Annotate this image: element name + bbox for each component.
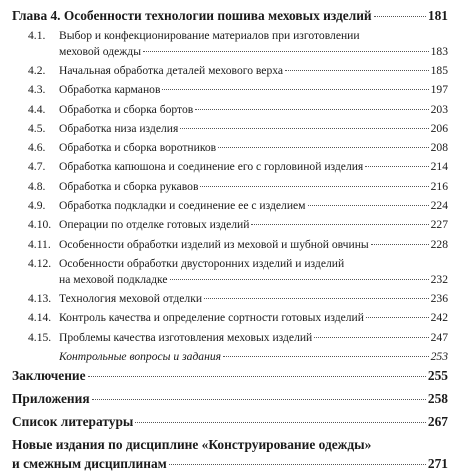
new-editions-title-line2: и смежным дисциплинам bbox=[12, 455, 167, 471]
leader-dots bbox=[204, 298, 429, 299]
leader-dots bbox=[92, 399, 426, 400]
leader-dots bbox=[143, 51, 429, 52]
page-number: 214 bbox=[430, 160, 448, 174]
toc-control-questions[interactable] bbox=[12, 350, 448, 368]
section-number: 4.13. bbox=[28, 291, 52, 305]
leader-dots bbox=[218, 147, 428, 148]
appendices-title: Приложения bbox=[12, 390, 90, 406]
toc-section-4-2[interactable] bbox=[12, 64, 448, 83]
toc-new-editions[interactable] bbox=[12, 437, 448, 476]
page-number: 224 bbox=[430, 199, 448, 213]
section-number: 4.6. bbox=[28, 141, 46, 155]
section-number: 4.2. bbox=[28, 64, 46, 77]
section-title-line2: меховой одежды bbox=[59, 45, 141, 58]
section-title: Обработка капюшона и соединение его с горловиной изделия bbox=[59, 160, 364, 174]
section-number: 4.12. bbox=[28, 256, 52, 270]
leader-dots bbox=[170, 279, 429, 280]
toc-section-4-13[interactable] bbox=[12, 292, 448, 311]
toc-section-4-7[interactable] bbox=[12, 160, 448, 179]
toc-section-4-5[interactable] bbox=[12, 122, 448, 141]
page-number: 242 bbox=[430, 311, 448, 325]
page-number: 247 bbox=[430, 330, 448, 344]
toc-section-4-4[interactable] bbox=[12, 103, 448, 122]
page-number: 271 bbox=[427, 455, 448, 471]
section-title: Проблемы качества изготовления меховых изделий bbox=[59, 330, 313, 344]
page-number: 267 bbox=[427, 413, 448, 429]
section-number: 4.4. bbox=[28, 102, 46, 116]
toc-section-4-8[interactable] bbox=[12, 180, 448, 199]
leader-dots bbox=[162, 89, 428, 90]
section-title: Особенности обработки изделий из меховой и шубной овчины bbox=[59, 237, 369, 251]
toc-section-4-10[interactable] bbox=[12, 218, 448, 237]
page-number: 232 bbox=[430, 272, 448, 286]
page-number: 236 bbox=[430, 291, 448, 305]
leader-dots bbox=[314, 337, 428, 338]
leader-dots bbox=[365, 166, 428, 167]
leader-dots bbox=[374, 16, 426, 17]
questions-title: Контрольные вопросы и задания bbox=[59, 349, 222, 363]
toc-references[interactable] bbox=[12, 414, 448, 437]
section-number: 4.5. bbox=[28, 121, 46, 135]
toc-appendices[interactable] bbox=[12, 391, 448, 414]
section-number: 4.9. bbox=[28, 199, 46, 213]
page-number: 181 bbox=[427, 8, 448, 23]
page-number: 208 bbox=[430, 141, 448, 155]
toc-chapter-4[interactable] bbox=[12, 8, 448, 29]
chapter-title: Глава 4. Особенности технологии пошива меховых изделий bbox=[12, 8, 372, 23]
section-title-line2: на меховой подкладке bbox=[59, 272, 168, 286]
page-number: 203 bbox=[430, 102, 448, 116]
leader-dots bbox=[285, 70, 429, 71]
toc-section-4-12[interactable] bbox=[12, 257, 448, 292]
leader-dots bbox=[195, 109, 428, 110]
section-number: 4.10. bbox=[28, 218, 52, 232]
section-number: 4.3. bbox=[28, 83, 46, 97]
section-title: Технология меховой отделки bbox=[59, 291, 203, 305]
page-number: 258 bbox=[427, 390, 448, 406]
toc-section-4-1[interactable] bbox=[12, 29, 448, 64]
section-title: Операции по отделке готовых изделий bbox=[59, 218, 250, 232]
leader-dots bbox=[308, 205, 429, 206]
page-number: 227 bbox=[430, 218, 448, 232]
toc-section-4-3[interactable] bbox=[12, 83, 448, 102]
page-number: 228 bbox=[430, 237, 448, 251]
section-number: 4.8. bbox=[28, 179, 46, 193]
page-number: 197 bbox=[430, 83, 448, 97]
section-number: 4.14. bbox=[28, 311, 52, 325]
leader-dots bbox=[251, 224, 428, 225]
page-number: 183 bbox=[430, 45, 448, 58]
page-number: 253 bbox=[430, 349, 448, 363]
toc-section-4-11[interactable] bbox=[12, 238, 448, 257]
page-number: 216 bbox=[430, 179, 448, 193]
toc-section-4-6[interactable] bbox=[12, 141, 448, 160]
toc-section-4-9[interactable] bbox=[12, 199, 448, 218]
leader-dots bbox=[88, 376, 426, 377]
page-number: 255 bbox=[427, 367, 448, 383]
section-title-line1: Выбор и конфекционирование материалов при изготовлении bbox=[59, 29, 360, 42]
section-title: Обработка и сборка рукавов bbox=[59, 179, 199, 193]
section-number: 4.15. bbox=[28, 330, 52, 344]
section-title: Контроль качества и определение сортности готовых изделий bbox=[59, 311, 364, 325]
section-number: 4.7. bbox=[28, 160, 46, 174]
new-editions-title-line1: Новые издания по дисциплине «Конструирование одежды» bbox=[12, 436, 372, 452]
leader-dots bbox=[223, 356, 429, 357]
page-number: 185 bbox=[430, 64, 448, 77]
leader-dots bbox=[135, 422, 426, 423]
section-title-line1: Особенности обработки двусторонних изделий и изделий bbox=[59, 256, 345, 270]
toc-section-4-15[interactable] bbox=[12, 331, 448, 350]
section-title: Обработка низа изделия bbox=[59, 121, 179, 135]
section-title: Начальная обработка деталей мехового верха bbox=[59, 64, 284, 77]
leader-dots bbox=[169, 464, 426, 465]
section-number: 4.11. bbox=[28, 237, 51, 251]
leader-dots bbox=[180, 128, 428, 129]
page-number: 206 bbox=[430, 121, 448, 135]
leader-dots bbox=[200, 186, 428, 187]
section-title: Обработка подкладки и соединение ее с изделием bbox=[59, 199, 306, 213]
conclusion-title: Заключение bbox=[12, 367, 86, 383]
toc-conclusion[interactable] bbox=[12, 368, 448, 391]
leader-dots bbox=[366, 317, 429, 318]
section-title: Обработка и сборка бортов bbox=[59, 102, 194, 116]
section-number: 4.1. bbox=[28, 29, 46, 42]
toc-section-4-14[interactable] bbox=[12, 311, 448, 330]
section-title: Обработка и сборка воротников bbox=[59, 141, 217, 155]
section-title: Обработка карманов bbox=[59, 83, 161, 97]
leader-dots bbox=[371, 244, 429, 245]
references-title: Список литературы bbox=[12, 413, 134, 429]
